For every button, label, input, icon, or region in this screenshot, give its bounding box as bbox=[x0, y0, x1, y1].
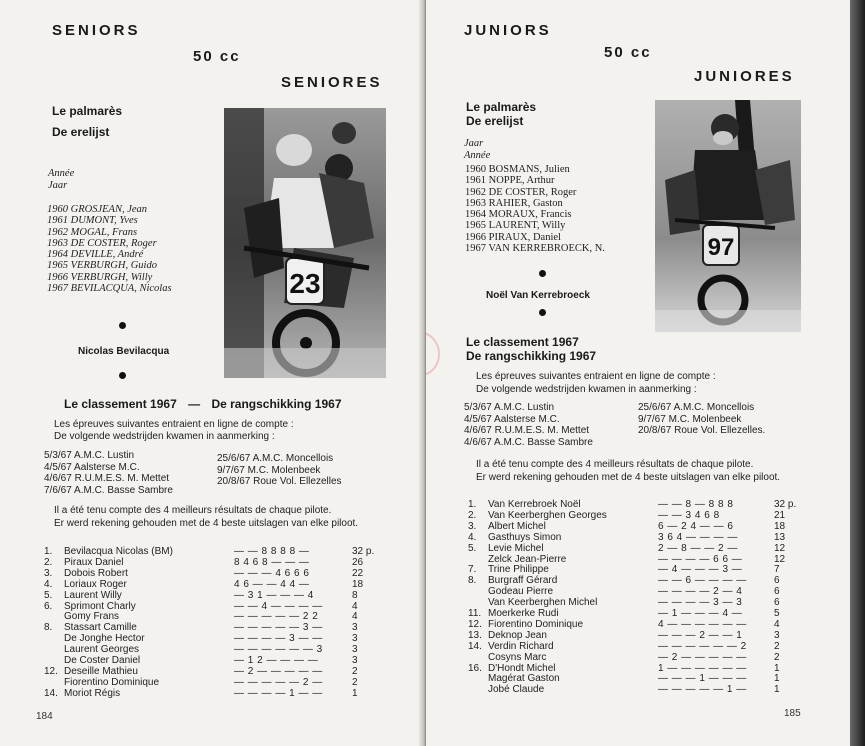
standings-row bbox=[468, 641, 804, 652]
standings-position: 3. bbox=[44, 567, 53, 579]
event-row: 7/6/67 A.M.C. Basse Sambre bbox=[44, 484, 173, 496]
event-row: 5/3/67 A.M.C. Lustin bbox=[44, 450, 135, 461]
standings-scores: — — — — — 2 — bbox=[234, 676, 323, 688]
left-category-title: SENIORS bbox=[52, 22, 141, 39]
standings-scores: — — 6 — — — — bbox=[658, 575, 747, 587]
standings-row bbox=[44, 622, 382, 633]
left-note-fr: Il a été tenu compte des 4 meilleurs résultats de chaque pilote. bbox=[54, 505, 332, 516]
bullet-dot bbox=[539, 309, 546, 316]
library-stamp-watermark bbox=[426, 332, 440, 376]
standings-scores: — — — — — 2 2 bbox=[234, 611, 319, 623]
standings-total: 4 bbox=[774, 618, 780, 630]
left-palmares-fr: Le palmarès bbox=[52, 104, 123, 118]
standings-position: 12. bbox=[468, 618, 482, 630]
right-page bbox=[426, 0, 850, 746]
winner-row: 1964 MORAUX, Francis bbox=[465, 209, 572, 221]
standings-total: 2 bbox=[774, 640, 780, 652]
standings-row bbox=[44, 611, 382, 622]
standings-scores: — — — — — 1 — bbox=[658, 684, 747, 696]
standings-position: 4. bbox=[44, 578, 53, 590]
standings-total: 6 bbox=[774, 575, 780, 587]
standings-total: 22 bbox=[352, 567, 364, 579]
standings-position: 11. bbox=[468, 608, 482, 619]
standings-row bbox=[468, 619, 804, 630]
standings-position: 1. bbox=[468, 499, 477, 510]
standings-scores: — — — — — — 2 bbox=[658, 640, 747, 652]
standings-name: Trine Philippe bbox=[488, 564, 549, 576]
event-row: 20/8/67 Roue Vol. Ellezelles bbox=[217, 476, 342, 487]
right-note-nl: Er werd rekening gehouden met de 4 beste uitslagen van elke piloot. bbox=[476, 472, 781, 483]
standings-total: 6 bbox=[774, 597, 780, 609]
standings-row bbox=[44, 590, 382, 601]
standings-name: Verdin Richard bbox=[488, 640, 554, 652]
standings-position: 5. bbox=[44, 589, 53, 601]
left-note-nl: Er werd rekening gehouden met de 4 beste uitslagen van elke piloot. bbox=[54, 518, 359, 529]
standings-name: Dobois Robert bbox=[64, 567, 128, 579]
left-events-col1 bbox=[44, 450, 173, 496]
photo-race-number: 23 bbox=[289, 268, 321, 299]
right-winners-list bbox=[465, 164, 605, 254]
standings-name: Moerkerke Rudi bbox=[488, 608, 559, 619]
standings-position: 16. bbox=[468, 662, 482, 674]
standings-name: Van Kerrebroek Noël bbox=[488, 499, 581, 510]
left-intro-nl: De volgende wedstrijden kwamen in aanmerking : bbox=[54, 431, 275, 442]
title-dash: — bbox=[188, 397, 201, 411]
right-events-col1 bbox=[464, 402, 593, 448]
standings-total: 1 bbox=[774, 684, 780, 696]
standings-row bbox=[44, 579, 382, 590]
standings-total: 1 bbox=[774, 662, 780, 674]
right-photo-caption: Noël Van Kerrebroeck bbox=[486, 290, 590, 301]
standings-total: 7 bbox=[774, 564, 780, 576]
standings-total: 13 bbox=[774, 531, 786, 543]
classement-nl: De rangschikking 1967 bbox=[466, 349, 597, 363]
standings-name: Stassart Camille bbox=[64, 622, 137, 634]
standings-row bbox=[468, 663, 804, 674]
standings-row bbox=[468, 597, 804, 608]
winner-row: 1963 RAHIER, Gaston bbox=[465, 197, 563, 209]
standings-row bbox=[44, 633, 382, 644]
winner-row: 1961 DUMONT, Yves bbox=[47, 215, 138, 227]
standings-total: 3 bbox=[774, 629, 780, 641]
standings-scores: 2 — 8 — — 2 — bbox=[658, 542, 738, 554]
event-row: 4/5/67 Aalsterse M.C. bbox=[464, 413, 560, 425]
standings-scores: — — 3 4 6 8 bbox=[658, 509, 720, 521]
standings-total: 18 bbox=[774, 520, 786, 532]
winner-row: 1960 GROSJEAN, Jean bbox=[47, 204, 148, 215]
standings-name: Van Keerberghen Georges bbox=[488, 509, 607, 521]
winner-row: 1962 MOGAL, Frans bbox=[47, 226, 138, 238]
standings-position: 8. bbox=[44, 622, 53, 634]
photo-race-number: 97 bbox=[707, 234, 735, 261]
standings-total: 12 bbox=[774, 542, 786, 554]
standings-name: Sprimont Charly bbox=[64, 600, 136, 612]
standings-name: Gomy Frans bbox=[64, 611, 120, 623]
winner-row: 1967 VAN KERREBROECK, N. bbox=[465, 243, 605, 255]
standings-scores: — — — — 6 6 — bbox=[658, 553, 743, 565]
standings-row bbox=[468, 532, 804, 543]
standings-scores: — — — — 1 — — bbox=[234, 687, 323, 699]
classement-nl: De rangschikking 1967 bbox=[211, 397, 342, 411]
classement-fr: Le classement 1967 bbox=[64, 397, 177, 411]
standings-total: 32 p. bbox=[352, 546, 375, 557]
right-classement-title bbox=[466, 335, 596, 363]
event-row: 4/5/67 Aalsterse M.C. bbox=[44, 461, 140, 473]
standings-name: Cosyns Marc bbox=[488, 651, 547, 663]
standings-name: Deseille Mathieu bbox=[64, 665, 138, 677]
standings-name: Laurent Willy bbox=[64, 589, 122, 601]
standings-row bbox=[44, 546, 382, 557]
right-standings-table bbox=[468, 499, 796, 699]
standings-row bbox=[468, 608, 804, 619]
standings-row bbox=[468, 575, 804, 586]
winner-row: 1961 NOPPE, Arthur bbox=[465, 175, 555, 187]
standings-name: Albert Michel bbox=[488, 520, 546, 532]
standings-scores: — — 8 8 8 8 — bbox=[234, 546, 310, 557]
left-standings-table bbox=[44, 546, 374, 706]
right-category-title: JUNIORS bbox=[464, 22, 552, 39]
standings-total: 2 bbox=[774, 651, 780, 663]
standings-position: 8. bbox=[468, 575, 477, 587]
standings-scores: — — 4 — — — — bbox=[234, 600, 323, 612]
standings-name: Godeau Pierre bbox=[488, 586, 554, 598]
left-intro-fr: Les épreuves suivantes entraient en ligne de compte : bbox=[54, 419, 294, 430]
standings-row bbox=[44, 688, 382, 699]
standings-total: 3 bbox=[352, 622, 358, 634]
standings-scores: 1 — — — — — — bbox=[658, 662, 747, 674]
event-row: 4/6/67 R.U.M.E.S. M. Mettet bbox=[44, 473, 170, 484]
standings-name: De Jonghe Hector bbox=[64, 633, 145, 645]
right-note-fr: Il a été tenu compte des 4 meilleurs résultats de chaque pilote. bbox=[476, 459, 754, 470]
standings-total: 5 bbox=[774, 608, 780, 619]
standings-position: 2. bbox=[468, 509, 477, 521]
standings-position: 1. bbox=[44, 546, 53, 557]
event-row: 25/6/67 A.M.C. Moncellois bbox=[638, 402, 755, 413]
standings-row bbox=[468, 586, 804, 597]
standings-position: 4. bbox=[468, 531, 477, 543]
right-events-col2 bbox=[638, 402, 765, 437]
left-category-nl-title: SENIORES bbox=[281, 74, 383, 91]
standings-name: Piraux Daniel bbox=[64, 556, 124, 568]
standings-scores: 4 6 — — 4 4 — bbox=[234, 578, 310, 590]
standings-total: 26 bbox=[352, 556, 364, 568]
standings-name: Fiorentino Dominique bbox=[64, 676, 160, 688]
left-photo-caption: Nicolas Bevilacqua bbox=[78, 346, 170, 357]
standings-scores: 8 4 6 8 — — — bbox=[234, 556, 310, 568]
standings-name: Bevilacqua Nicolas (BM) bbox=[64, 546, 173, 557]
standings-name: Levie Michel bbox=[488, 542, 544, 554]
winner-row: 1967 BEVILACQUA, Nicolas bbox=[47, 283, 172, 295]
standings-total: 3 bbox=[352, 655, 358, 666]
standings-total: 32 p. bbox=[774, 499, 797, 510]
standings-scores: — — — — — 3 — bbox=[234, 622, 323, 634]
rider-photo-juniors bbox=[655, 100, 801, 332]
standings-scores: — 3 1 — — — 4 bbox=[234, 589, 314, 601]
standings-row bbox=[44, 677, 382, 688]
standings-scores: — 1 2 — — — — bbox=[234, 655, 319, 666]
standings-name: D'Hondt Michel bbox=[488, 662, 556, 674]
event-row: 20/8/67 Roue Vol. Ellezelles. bbox=[638, 425, 766, 436]
left-page bbox=[0, 0, 424, 746]
standings-total: 3 bbox=[352, 633, 358, 645]
bullet-dot bbox=[119, 322, 126, 329]
standings-name: Burgraff Gérard bbox=[488, 575, 558, 587]
event-row: 4/6/67 R.U.M.E.S. M. Mettet bbox=[464, 425, 590, 436]
right-year-nl: Jaar bbox=[464, 138, 484, 149]
event-row: 5/3/67 A.M.C. Lustin bbox=[464, 402, 555, 413]
standings-row bbox=[44, 557, 382, 568]
standings-scores: — 2 — — — — — bbox=[658, 651, 747, 663]
left-winners-list bbox=[47, 204, 172, 294]
standings-total: 4 bbox=[352, 600, 358, 612]
event-row: 4/6/67 A.M.C. Basse Sambre bbox=[464, 436, 593, 448]
left-palmares-nl: De erelijst bbox=[52, 125, 110, 139]
standings-name: Laurent Georges bbox=[64, 644, 140, 656]
standings-total: 1 bbox=[352, 687, 358, 699]
standings-scores: — 1 — — — 4 — bbox=[658, 608, 743, 619]
left-cc-title: 50 cc bbox=[193, 48, 241, 65]
winner-row: 1964 DEVILLE, André bbox=[47, 249, 144, 261]
winner-row: 1963 DE COSTER, Roger bbox=[47, 237, 157, 249]
left-classement-title bbox=[64, 397, 342, 411]
standings-total: 21 bbox=[774, 509, 786, 521]
bullet-dot bbox=[119, 372, 126, 379]
standings-row bbox=[468, 652, 804, 663]
standings-name: Zelck Jean-Pierre bbox=[488, 553, 567, 565]
standings-position: 13. bbox=[468, 629, 482, 641]
standings-row bbox=[44, 644, 382, 655]
classement-fr: Le classement 1967 bbox=[466, 335, 579, 349]
motocross-photo-illustration bbox=[655, 100, 801, 332]
standings-position: 3. bbox=[468, 520, 477, 532]
standings-scores: 6 — 2 4 — — 6 bbox=[658, 520, 734, 532]
standings-name: Magérat Gaston bbox=[488, 673, 560, 685]
standings-position: 14. bbox=[44, 687, 58, 699]
left-year-nl: Jaar bbox=[48, 180, 68, 191]
standings-scores: — — — — — — 3 bbox=[234, 644, 323, 656]
standings-row bbox=[44, 601, 382, 612]
standings-row bbox=[44, 568, 382, 579]
standings-scores: — — — 2 — — 1 bbox=[658, 629, 743, 641]
standings-name: Deknop Jean bbox=[488, 629, 547, 641]
standings-scores: — — — 4 6 6 6 bbox=[234, 567, 310, 579]
standings-row bbox=[44, 666, 382, 677]
standings-name: Van Keerberghen Michel bbox=[488, 597, 598, 609]
standings-scores: — — — 1 — — — bbox=[658, 673, 747, 685]
right-intro-fr: Les épreuves suivantes entraient en ligne de compte : bbox=[476, 371, 716, 382]
right-cc-title: 50 cc bbox=[604, 44, 652, 61]
standings-row bbox=[468, 510, 804, 521]
right-palmares-nl: De erelijst bbox=[466, 114, 524, 128]
standings-row bbox=[468, 564, 804, 575]
standings-name: De Coster Daniel bbox=[64, 655, 141, 666]
standings-row bbox=[468, 543, 804, 554]
standings-total: 1 bbox=[774, 673, 780, 685]
standings-scores: 4 — — — — — — bbox=[658, 618, 747, 630]
standings-name: Jobé Claude bbox=[488, 684, 545, 696]
standings-position: 5. bbox=[468, 542, 477, 554]
standings-total: 12 bbox=[774, 553, 786, 565]
standings-row bbox=[468, 521, 804, 532]
standings-row bbox=[468, 673, 804, 684]
right-year-fr: Année bbox=[464, 150, 491, 161]
rider-photo-seniors bbox=[224, 108, 386, 378]
left-year-fr: Année bbox=[48, 168, 75, 179]
standings-position: 14. bbox=[468, 640, 482, 652]
standings-scores: — — — — 3 — — bbox=[234, 633, 323, 645]
event-row: 9/7/67 M.C. Molenbeek bbox=[217, 464, 321, 476]
standings-row bbox=[468, 630, 804, 641]
standings-total: 4 bbox=[352, 611, 358, 623]
standings-position: 7. bbox=[468, 564, 477, 576]
winner-row: 1960 BOSMANS, Julien bbox=[465, 164, 570, 175]
standings-scores: — — — — 3 — 3 bbox=[658, 597, 743, 609]
standings-scores: — — 8 — 8 8 8 bbox=[658, 499, 734, 510]
bullet-dot bbox=[539, 270, 546, 277]
winner-row: 1966 VERBURGH, Willy bbox=[47, 271, 153, 283]
standings-row bbox=[44, 655, 382, 666]
page-number-right: 185 bbox=[784, 708, 801, 719]
left-events-col2 bbox=[217, 453, 342, 488]
standings-name: Loriaux Roger bbox=[64, 578, 127, 590]
standings-position: 12. bbox=[44, 665, 58, 677]
right-category-nl-title: JUNIORES bbox=[694, 68, 795, 85]
standings-total: 2 bbox=[352, 676, 358, 688]
standings-name: Moriot Régis bbox=[64, 687, 121, 699]
standings-total: 6 bbox=[774, 586, 780, 598]
book-edge-shadow bbox=[850, 0, 865, 746]
standings-total: 8 bbox=[352, 589, 358, 601]
right-intro-nl: De volgende wedstrijden kwamen in aanmerking : bbox=[476, 384, 697, 395]
standings-row bbox=[468, 554, 804, 565]
standings-scores: 3 6 4 — — — — bbox=[658, 531, 738, 543]
standings-position: 2. bbox=[44, 556, 53, 568]
standings-scores: — 4 — — — 3 — bbox=[658, 564, 743, 576]
winner-row: 1965 LAURENT, Willy bbox=[465, 220, 566, 232]
right-palmares-fr: Le palmarès bbox=[466, 100, 537, 114]
standings-scores: — — — — 2 — 4 bbox=[658, 586, 743, 598]
standings-scores: — 2 — — — — — bbox=[234, 665, 323, 677]
winner-row: 1965 VERBURGH, Guido bbox=[47, 260, 157, 272]
winner-row: 1966 PIRAUX, Daniel bbox=[465, 231, 561, 243]
standings-total: 3 bbox=[352, 644, 358, 656]
standings-row bbox=[468, 499, 804, 510]
event-row: 9/7/67 M.C. Molenbeek bbox=[638, 413, 742, 425]
motocross-photo-illustration bbox=[224, 108, 386, 378]
standings-total: 18 bbox=[352, 578, 364, 590]
standings-name: Fiorentino Dominique bbox=[488, 618, 584, 630]
page-number-left: 184 bbox=[36, 711, 53, 722]
standings-total: 2 bbox=[352, 665, 358, 677]
standings-name: Gasthuys Simon bbox=[488, 531, 562, 543]
standings-row bbox=[468, 684, 804, 695]
winner-row: 1962 DE COSTER, Roger bbox=[465, 186, 577, 198]
standings-position: 6. bbox=[44, 600, 53, 612]
event-row: 25/6/67 A.M.C. Moncellois bbox=[217, 453, 334, 464]
